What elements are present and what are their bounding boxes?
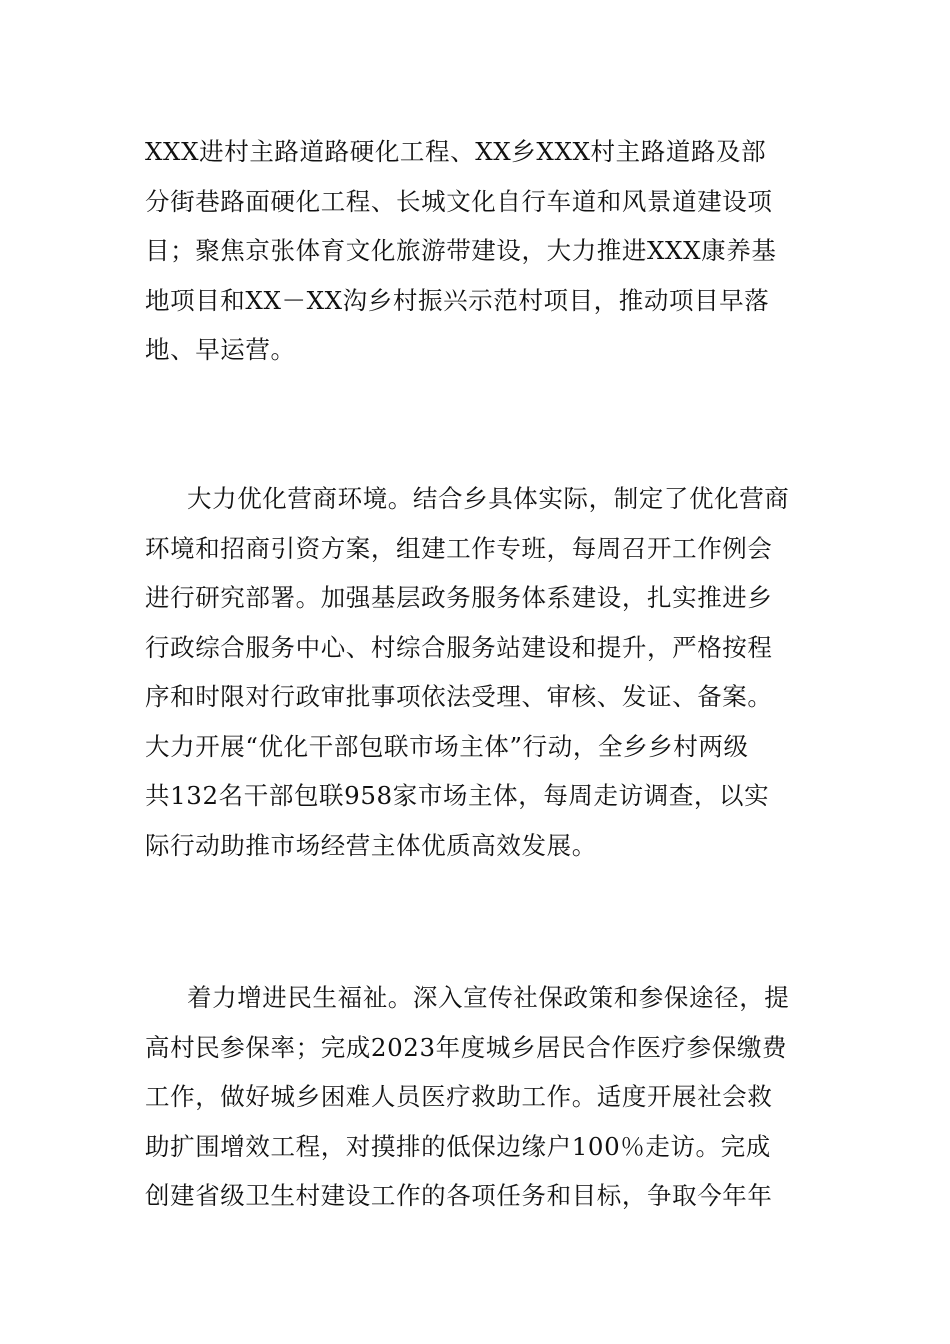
text-line: 序和时限对行政审批事项依法受理、审核、发证、备案。 [145, 682, 773, 711]
paragraph-projects [145, 127, 810, 375]
text-line: 助扩围增效工程，对摸排的低保边缘户100％走访。完成 [145, 1131, 771, 1161]
text-line: XXX进村主路道路硬化工程、XX乡XXX村主路道路及部 [145, 137, 767, 166]
text-line: 高村民参保率；完成2023年度城乡居民合作医疗参保缴费 [145, 1032, 788, 1062]
text-line: 共132名干部包联958家市场主体，每周走访调查，以实 [145, 781, 770, 810]
text-line: 际行动助推市场经营主体优质高效发展。 [145, 830, 597, 860]
text-line: 地、早运营。 [145, 335, 296, 364]
paragraph-business-environment [145, 474, 810, 870]
text-line: 目；聚焦京张体育文化旅游带建设，大力推进XXX康养基 [145, 236, 777, 265]
text-line: 分街巷路面硬化工程、长城文化自行车道和风景道建设项 [145, 186, 773, 216]
text-line: 行政综合服务中心、村综合服务站建设和提升，严格按程 [145, 632, 773, 662]
text-line: 地项目和XX－XX沟乡村振兴示范村项目，推动项目早落 [145, 285, 770, 315]
text-line: 创建省级卫生村建设工作的各项任务和目标，争取今年年 [145, 1181, 773, 1210]
text-line: 着力增进民生福祉。深入宣传社保政策和参保途径，提 [187, 983, 790, 1012]
text-line: 大力优化营商环境。结合乡具体实际，制定了优化营商 [187, 484, 790, 513]
text-line: 环境和招商引资方案，组建工作专班，每周召开工作例会 [145, 533, 773, 563]
text-line: 工作，做好城乡困难人员医疗救助工作。适度开展社会救 [145, 1082, 773, 1111]
text-line: 进行研究部署。加强基层政务服务体系建设，扎实推进乡 [145, 583, 773, 612]
text-line: 大力开展“优化干部包联市场主体”行动，全乡乡村两级 [145, 731, 749, 761]
paragraph-livelihood [145, 973, 810, 1221]
